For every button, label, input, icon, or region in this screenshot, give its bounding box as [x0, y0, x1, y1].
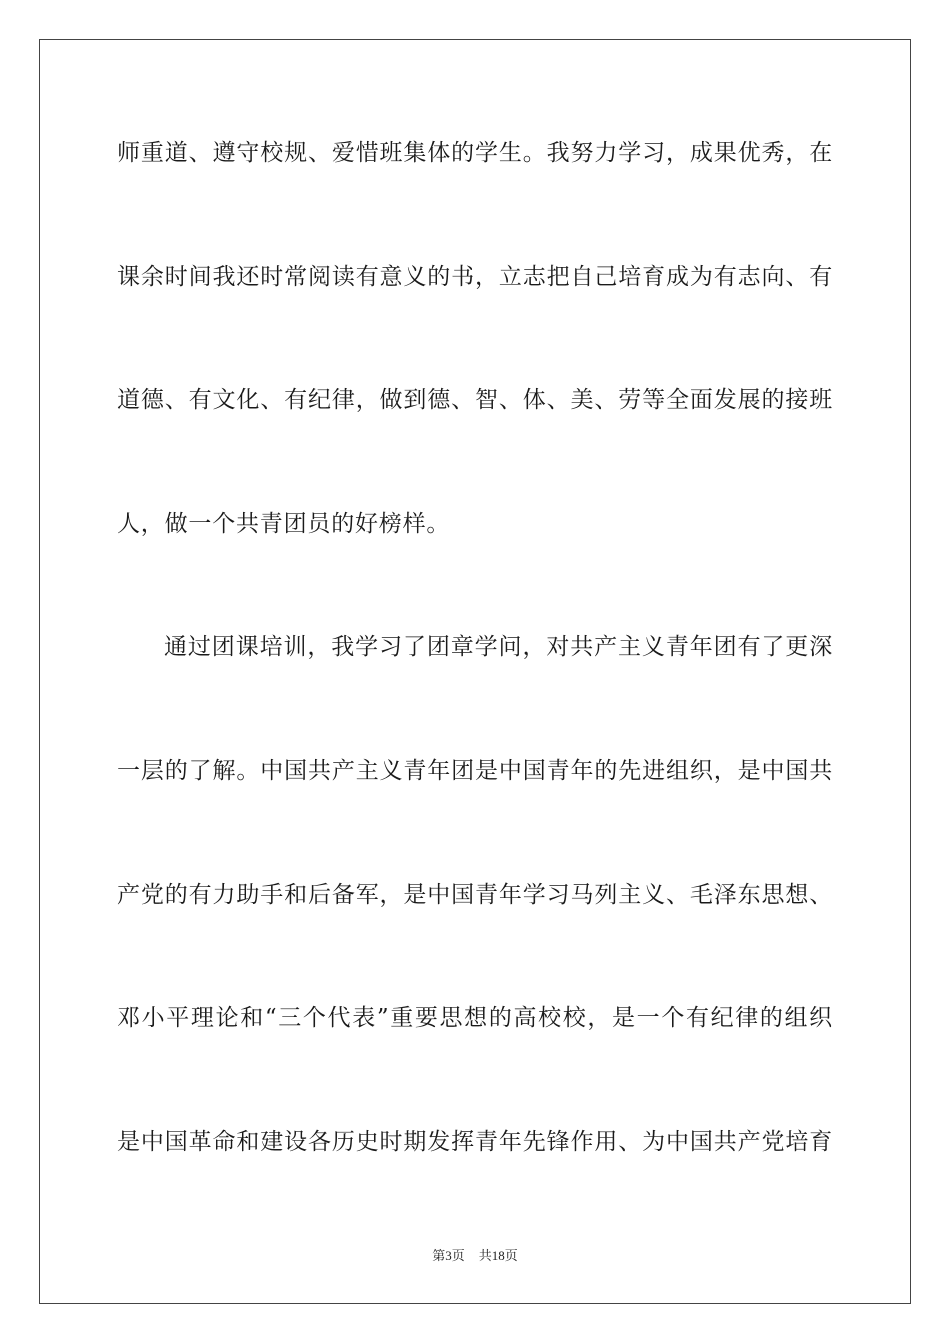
- text-line-8: 邓小平理论和“三个代表”重要思想的高校校，是一个有纪律的组织: [117, 1005, 833, 1031]
- text-line-9: 是中国革命和建设各历史时期发挥青年先锋作用、为中国共产党培育: [117, 1129, 833, 1155]
- text-line-6: 一层的了解。中国共产主义青年团是中国青年的先进组织，是中国共: [117, 758, 833, 784]
- text-line-2: 课余时间我还时常阅读有意义的书，立志把自己培育成为有志向、有: [117, 264, 833, 290]
- text-line-3: 道德、有文化、有纪律，做到德、智、体、美、劳等全面发展的接班: [117, 387, 833, 413]
- page-footer: [0, 1248, 950, 1264]
- page-border: [39, 39, 911, 1304]
- text-line-4: 人，做一个共青团员的好榜样。: [117, 511, 451, 537]
- text-line-1: 师重道、遵守校规、爱惜班集体的学生。我努力学习，成果优秀，在: [117, 140, 833, 166]
- page-number: 第3页: [432, 1248, 465, 1263]
- page-total: 共18页: [478, 1248, 518, 1263]
- text-line-7: 产党的有力助手和后备军，是中国青年学习马列主义、毛泽东思想、: [117, 882, 833, 908]
- text-line-5-paragraph-start: 通过团课培训，我学习了团章学问，对共产主义青年团有了更深: [164, 634, 833, 660]
